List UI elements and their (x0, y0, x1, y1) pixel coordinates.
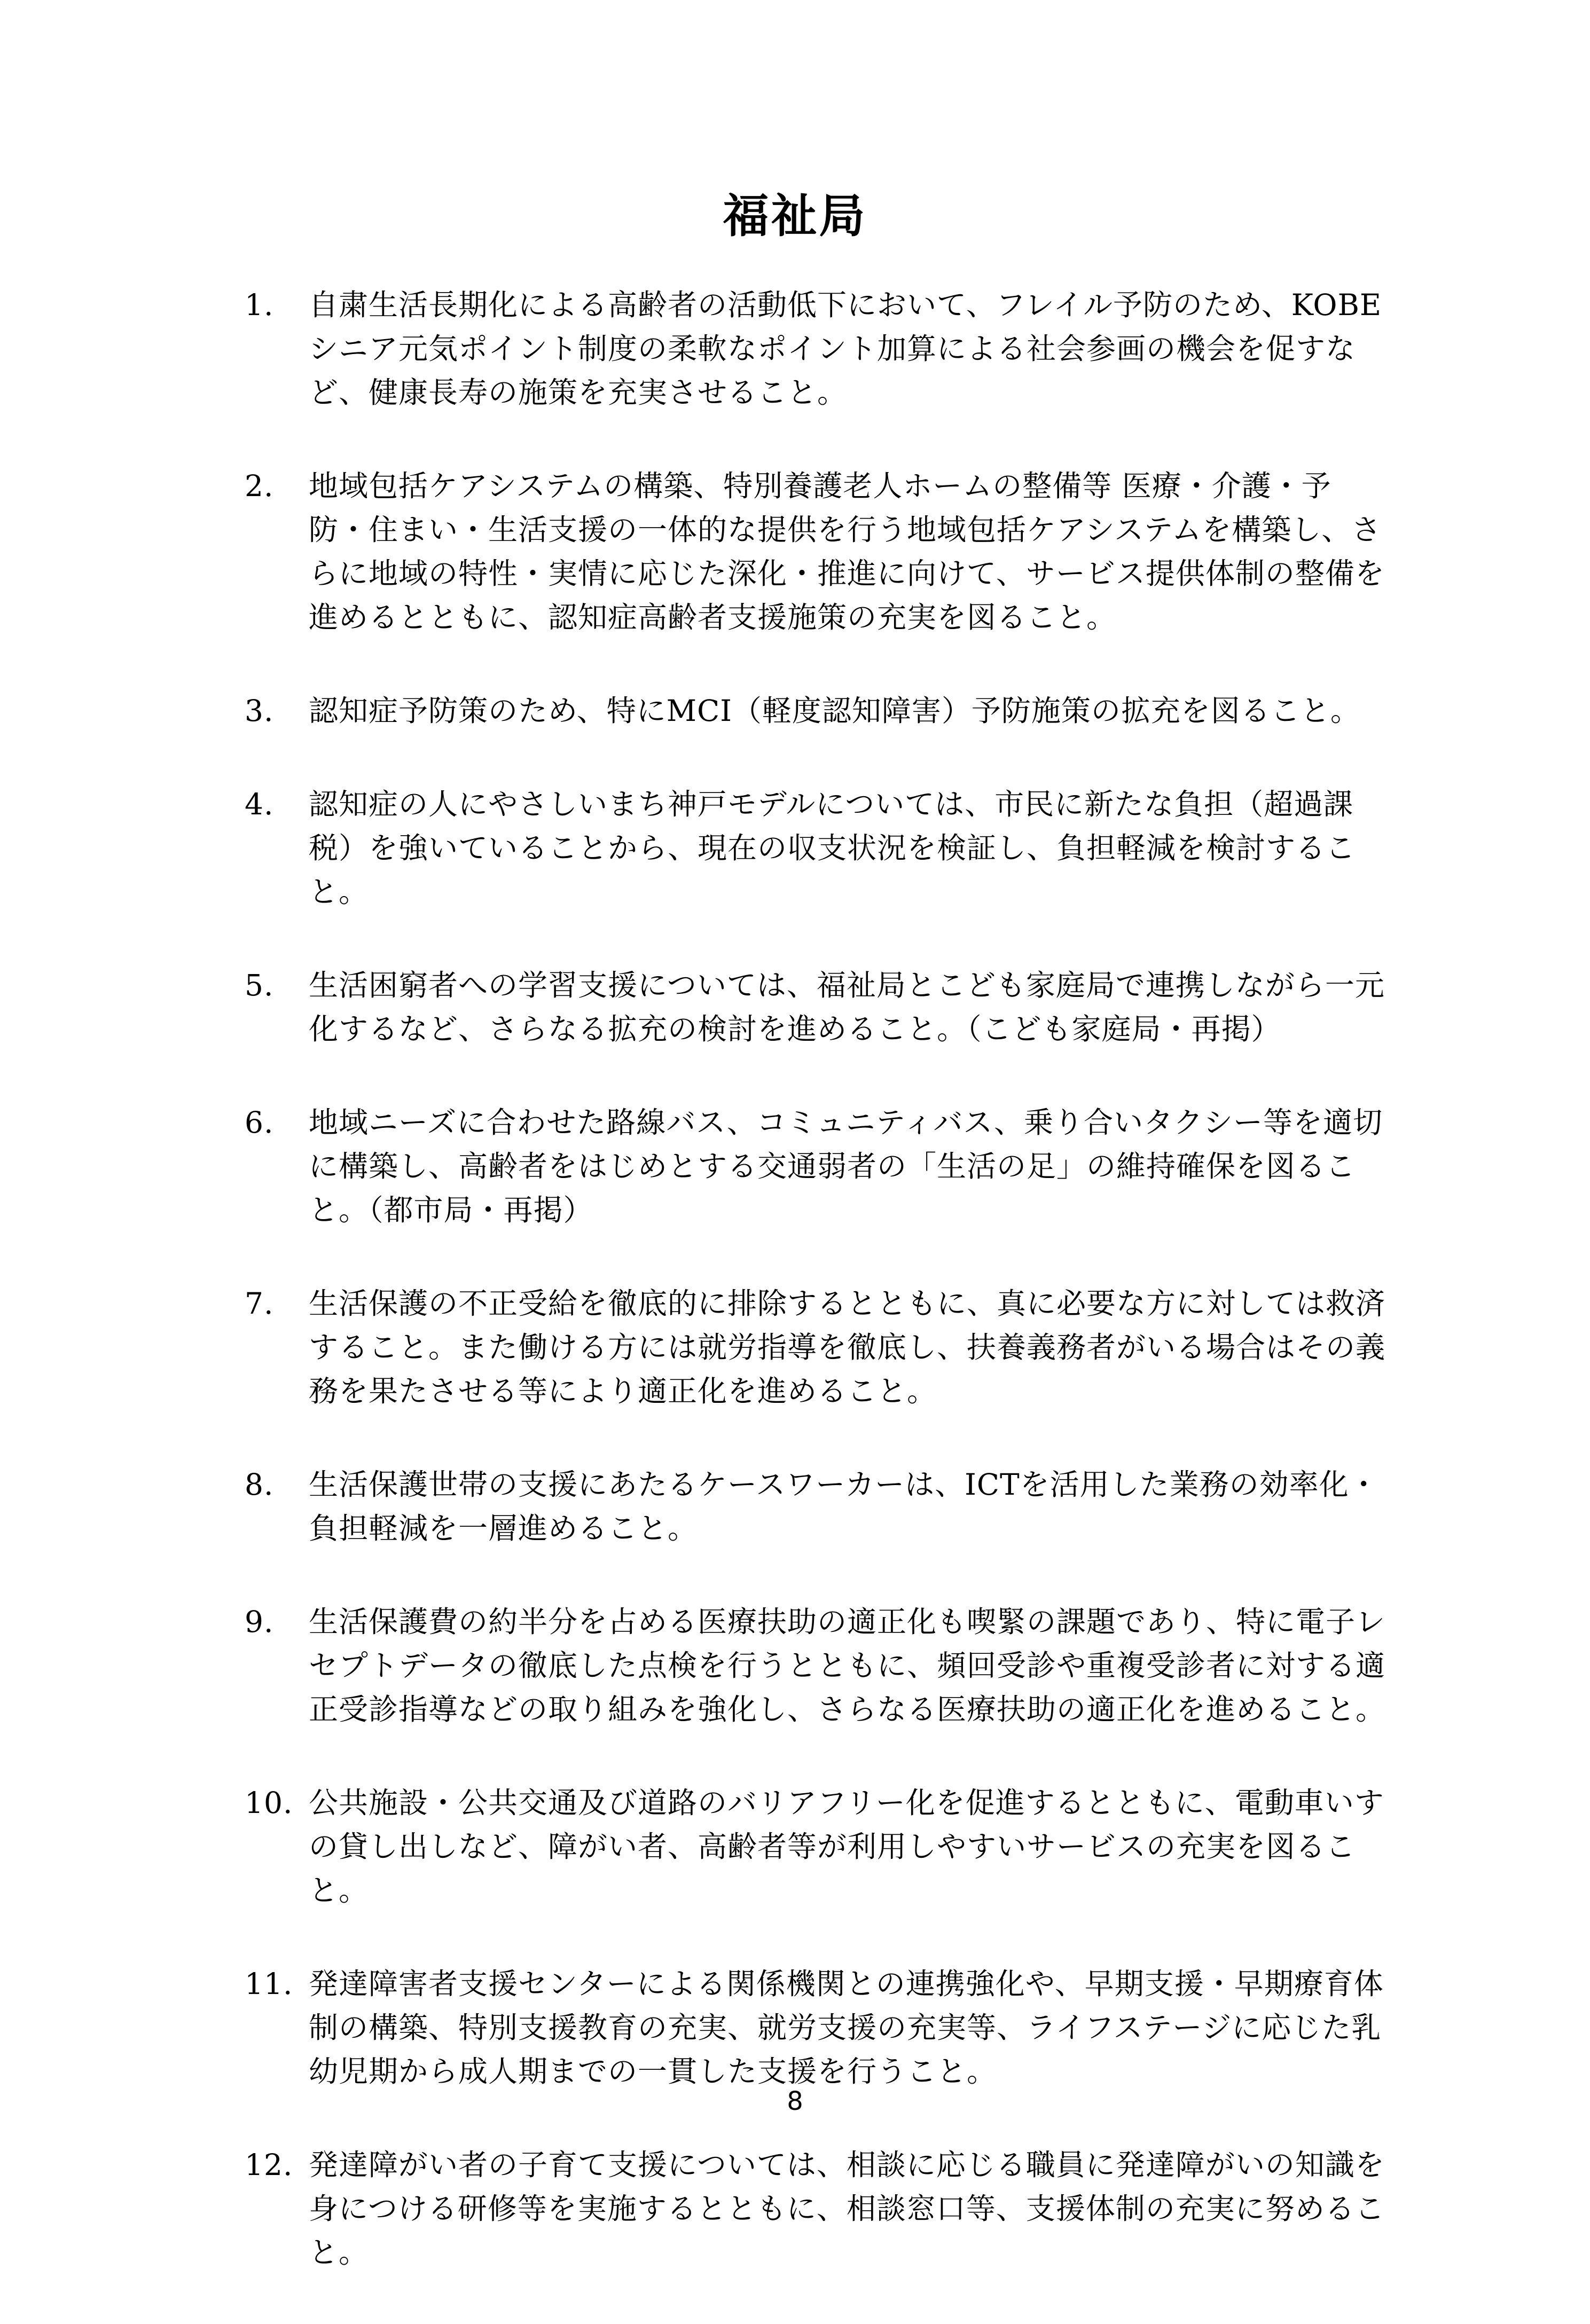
item-text: 発達障がい者の子育て支援については、相談に応じる職員に発達障がいの知識を身につける研修等を実施するとともに、相談窓口等、支援体制の充実に努めること。 (309, 2148, 1385, 2270)
list-item (245, 782, 1388, 914)
item-number: 8. (245, 1467, 274, 1502)
item-text: 地域ニーズに合わせた路線バス、コミュニティバス、乗り合いタクシー等を適切に構築し、高齢者をはじめとする交通弱者の「生活の足」の維持確保を図ること。（都市局・再掲） (309, 1105, 1383, 1227)
list-item (245, 963, 1388, 1051)
item-number: 6. (245, 1105, 274, 1140)
item-text: 認知症の人にやさしいまち神戸モデルについては、市民に新たな負担（超過課税）を強いていることから、現在の収支状況を検証し、負担軽減を検討すること。 (309, 787, 1356, 909)
item-text: 生活困窮者への学習支援については、福祉局とこども家庭局で連携しながら一元化するなど、さらなる拡充の検討を進めること。（こども家庭局・再掲） (309, 968, 1385, 1046)
item-number: 1. (245, 288, 274, 322)
list-item (245, 464, 1388, 639)
item-text: 公共施設・公共交通及び道路のバリアフリー化を促進するとともに、電動車いすの貸し出しなど、障がい者、高齢者等が利用しやすいサービスの充実を図ること。 (309, 1786, 1384, 1907)
list-item (245, 1101, 1388, 1232)
list-item (245, 1962, 1388, 2093)
item-number: 4. (245, 787, 274, 821)
list-item (245, 2143, 1388, 2274)
list-item (245, 1600, 1388, 1731)
item-number: 5. (245, 968, 274, 1002)
item-text: 地域包括ケアシステムの構築、特別養護老人ホームの整備等 医療・介護・予防・住まい・生活支援の一体的な提供を行う地域包括ケアシステムを構築し、さらに地域の特性・実情に応じた深化・推進に向けて、サービス提供体制の整備を進めるとともに、認知症高齢者支援施策の充実を図ること。 (309, 469, 1385, 634)
list-item (245, 283, 1388, 414)
page-number: 8 (787, 2086, 803, 2116)
item-number: 11. (245, 1967, 293, 2001)
list-item (245, 689, 1388, 733)
request-list (245, 283, 1388, 2324)
list-item (245, 1781, 1388, 1912)
list-item (245, 1282, 1388, 1413)
item-number: 10. (245, 1786, 293, 1820)
item-text: 生活保護の不正受給を徹底的に排除するとともに、真に必要な方に対しては救済すること。また働ける方には就労指導を徹底し、扶養義務者がいる場合はその義務を果たさせる等により適正化を進めること。 (309, 1286, 1386, 1408)
item-text: 生活保護費の約半分を占める医療扶助の適正化も喫緊の課題であり、特に電子レセプトデータの徹底した点検を行うとともに、頻回受診や重複受診者に対する適正受診指導などの取り組みを強化し、さらなる医療扶助の適正化を進めること。 (309, 1605, 1386, 1726)
page-title: 福祉局 (723, 190, 867, 243)
item-text: 生活保護世帯の支援にあたるケースワーカーは、ICTを活用した業務の効率化・負担軽減を一層進めること。 (309, 1467, 1379, 1545)
item-number: 3. (245, 694, 274, 728)
item-number: 7. (245, 1286, 274, 1321)
item-number: 12. (245, 2148, 293, 2182)
item-text: 発達障害者支援センターによる関係機関との連携強化や、早期支援・早期療育体制の構築、特別支援教育の充実、就労支援の充実等、ライフステージに応じた乳幼児期から成人期までの一貫した支援を行うこと。 (309, 1967, 1384, 2089)
item-text: 認知症予防策のため、特にMCI（軽度認知障害）予防施策の拡充を図ること。 (309, 694, 1360, 728)
list-item (245, 1463, 1388, 1550)
item-number: 2. (245, 469, 274, 503)
item-number: 9. (245, 1605, 274, 1639)
item-text: 自粛生活長期化による高齢者の活動低下において、フレイル予防のため、KOBEシニア元気ポイント制度の柔軟なポイント加算による社会参画の機会を促すなど、健康長寿の施策を充実させること。 (309, 288, 1382, 410)
